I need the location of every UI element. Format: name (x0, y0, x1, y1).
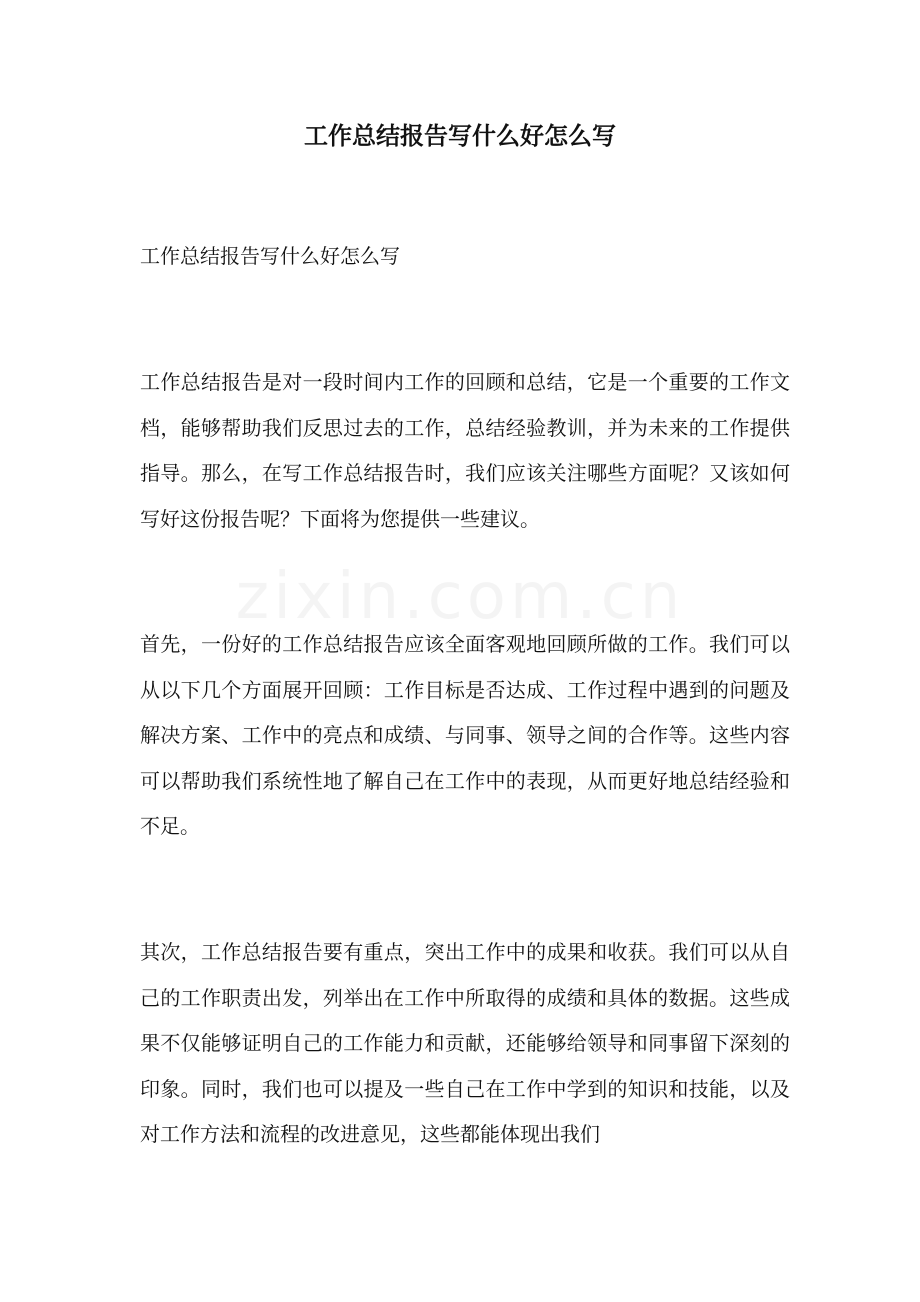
paragraph-second-point: 其次，工作总结报告要有重点，突出工作中的成果和收获。我们可以从自己的工作职责出发，列举出在工作中所取得的成绩和具体的数据。这些成果不仅能够证明自己的工作能力和贡献，还能够给领导和同事留下深刻的印象。同时，我们也可以提及一些自己在工作中学到的知识和技能，以及对工作方法和流程的改进意见，这些都能体现出我们 (140, 940, 790, 1146)
paragraph-intro: 工作总结报告是对一段时间内工作的回顾和总结，它是一个重要的工作文档，能够帮助我们反思过去的工作，总结经验教训，并为未来的工作提供指导。那么，在写工作总结报告时，我们应该关注哪些方面呢？又该如何写好这份报告呢？下面将为您提供一些建议。 (140, 370, 790, 531)
document-title: 工作总结报告写什么好怎么写 (304, 121, 616, 150)
document-subtitle: 工作总结报告写什么好怎么写 (140, 244, 400, 268)
paragraph-first-point: 首先，一份好的工作总结报告应该全面客观地回顾所做的工作。我们可以从以下几个方面展开回顾：工作目标是否达成、工作过程中遇到的问题及解决方案、工作中的亮点和成绩、与同事、领导之间的合作等。这些内容可以帮助我们系统性地了解自己在工作中的表现，从而更好地总结经验和不足。 (140, 632, 790, 838)
